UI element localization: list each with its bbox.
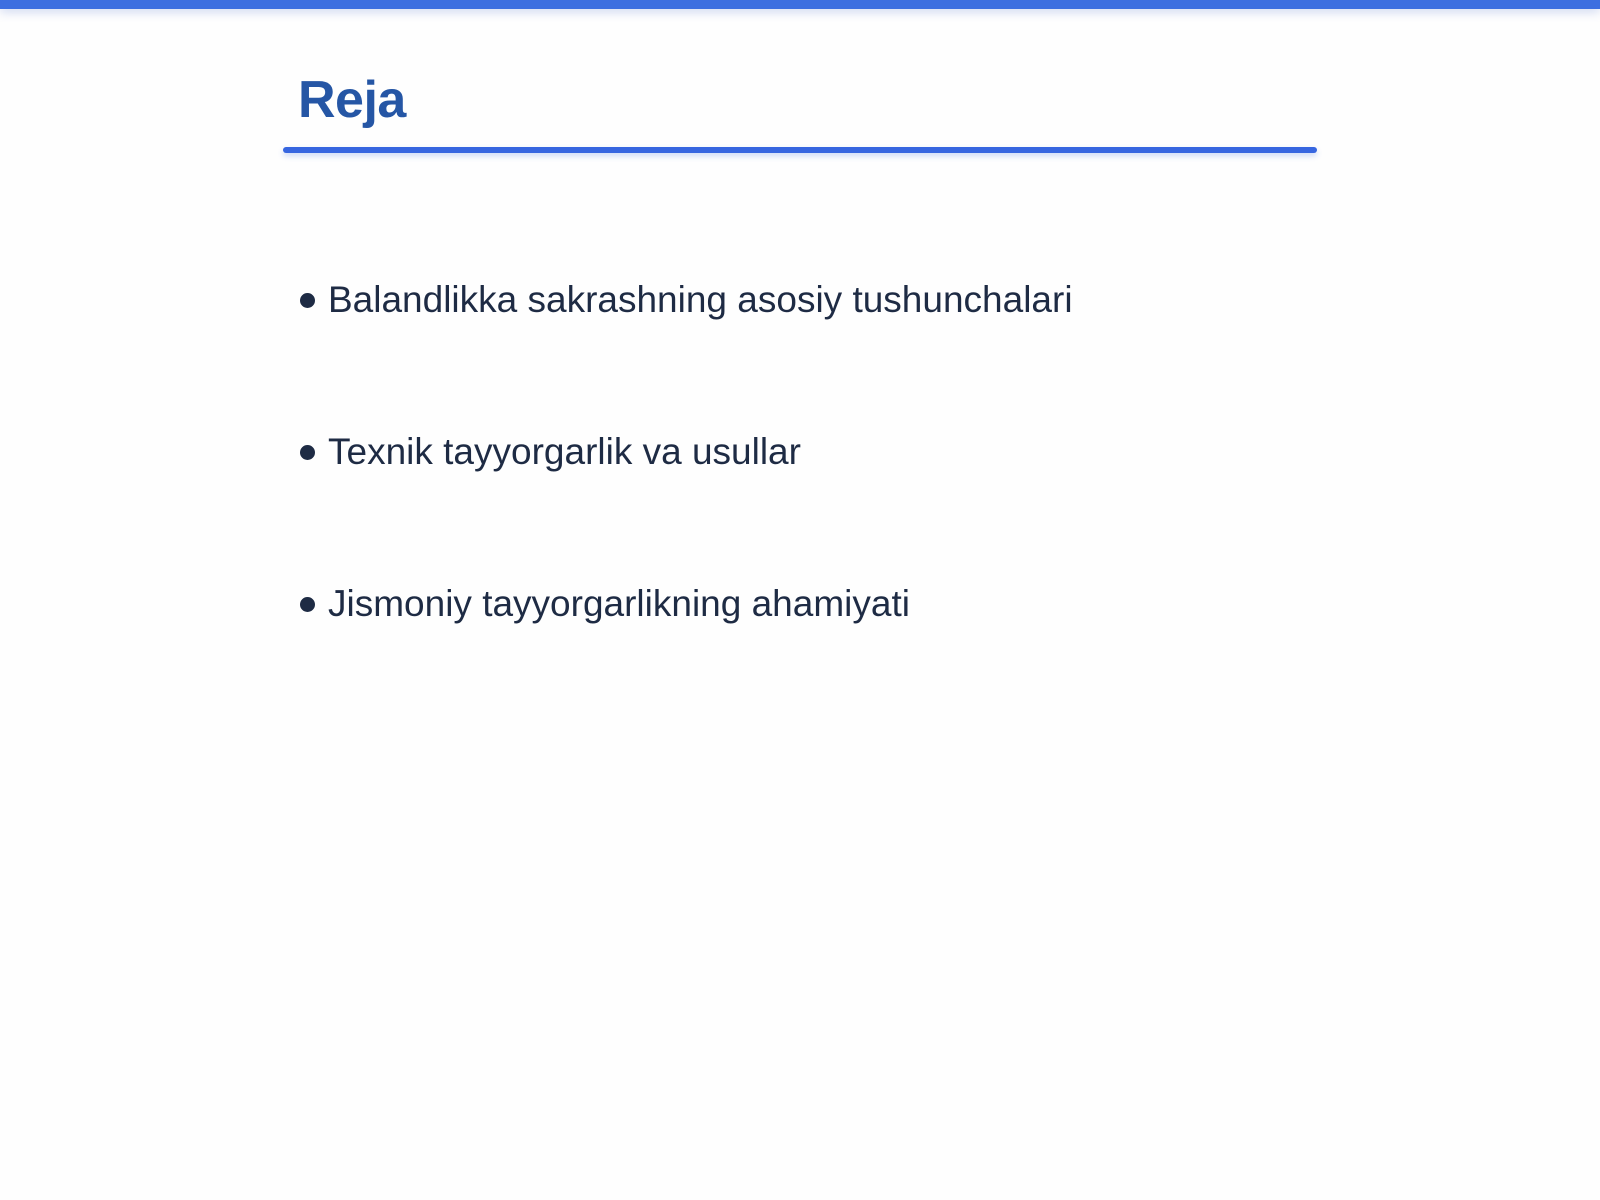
bullet-dot-icon — [300, 293, 315, 308]
title-underline — [283, 147, 1317, 153]
bullet-dot-icon — [300, 445, 315, 460]
slide-title: Reja — [298, 71, 406, 129]
bullet-item — [300, 432, 1073, 472]
bullet-item — [300, 584, 1073, 624]
bullet-text: Texnik tayyorgarlik va usullar — [328, 431, 801, 472]
bullet-dot-icon — [300, 597, 315, 612]
top-accent-bar — [0, 0, 1600, 9]
bullet-text: Balandlikka sakrashning asosiy tushunchalari — [328, 279, 1073, 320]
bullet-list — [300, 280, 1073, 736]
bullet-item — [300, 280, 1073, 320]
bullet-text: Jismoniy tayyorgarlikning ahamiyati — [328, 583, 910, 624]
